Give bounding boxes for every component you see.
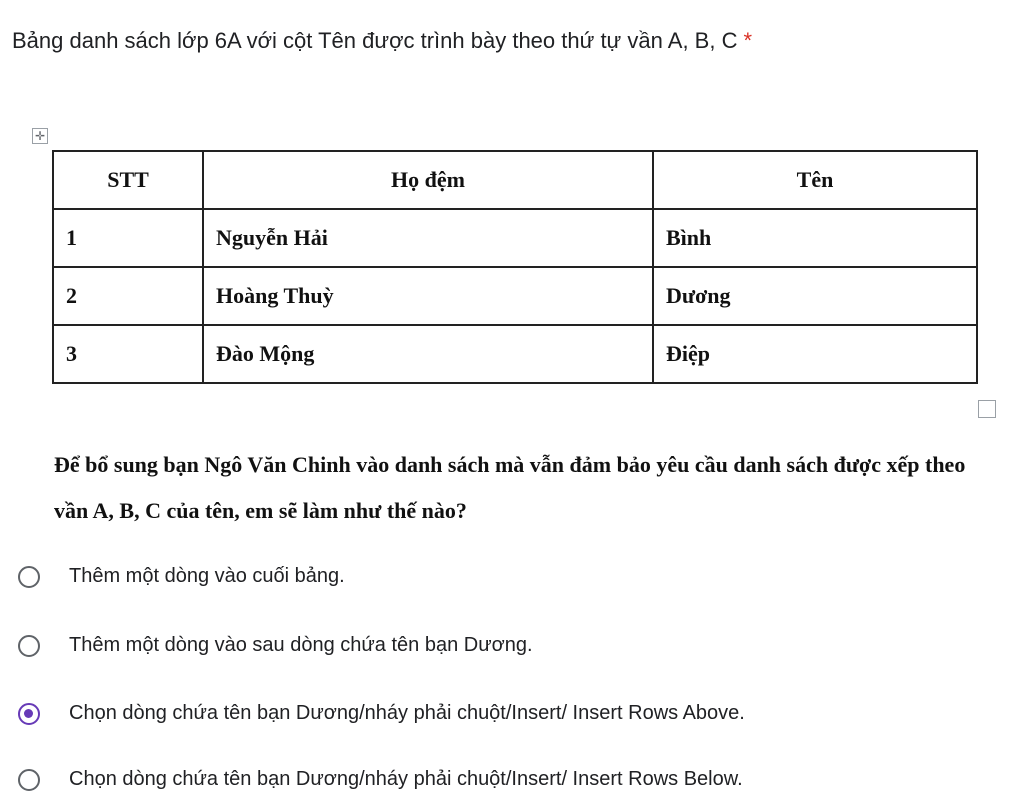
cell-ten: Dương: [653, 267, 977, 325]
option-add-row-end[interactable]: [18, 565, 345, 588]
header-ten: Tên: [653, 151, 977, 209]
question-title: [12, 28, 752, 54]
table-row: [53, 209, 977, 267]
option-label: Thêm một dòng vào cuối bảng.: [69, 565, 345, 587]
cell-stt: 2: [53, 267, 203, 325]
radio-checked-icon[interactable]: [18, 703, 40, 725]
question-title-text: Bảng danh sách lớp 6A với cột Tên được trình bày theo thứ tự vần A, B, C: [12, 28, 738, 53]
cell-ho-dem: Đào Mộng: [203, 325, 653, 383]
header-ho-dem: Họ đệm: [203, 151, 653, 209]
cell-stt: 1: [53, 209, 203, 267]
option-add-row-after-duong[interactable]: [18, 634, 533, 657]
resize-handle-icon[interactable]: [978, 400, 996, 418]
cell-ho-dem: Hoàng Thuỳ: [203, 267, 653, 325]
cell-ho-dem: Nguyễn Hải: [203, 209, 653, 267]
radio-icon[interactable]: [18, 769, 40, 791]
radio-icon[interactable]: [18, 635, 40, 657]
required-marker: *: [743, 28, 753, 53]
cell-ten: Bình: [653, 209, 977, 267]
option-label: Chọn dòng chứa tên bạn Dương/nháy phải chuột/Insert/ Insert Rows Below.: [69, 768, 743, 790]
class-list-table: [52, 150, 978, 384]
header-stt: STT: [53, 151, 203, 209]
option-label: Chọn dòng chứa tên bạn Dương/nháy phải chuột/Insert/ Insert Rows Above.: [69, 702, 745, 724]
option-label: Thêm một dòng vào sau dòng chứa tên bạn Dương.: [69, 634, 533, 656]
table-row: [53, 325, 977, 383]
cell-stt: 3: [53, 325, 203, 383]
cell-ten: Điệp: [653, 325, 977, 383]
table-row: [53, 267, 977, 325]
radio-icon[interactable]: [18, 566, 40, 588]
table-header-row: [53, 151, 977, 209]
option-insert-rows-below[interactable]: [18, 768, 743, 791]
move-icon[interactable]: ✛: [32, 128, 48, 144]
option-insert-rows-above[interactable]: [18, 702, 745, 725]
question-prompt: Để bổ sung bạn Ngô Văn Chinh vào danh sách mà vẫn đảm bảo yêu cầu danh sách được xếp theo vần A, B, C của tên, em sẽ làm như thế nào?: [54, 452, 966, 523]
